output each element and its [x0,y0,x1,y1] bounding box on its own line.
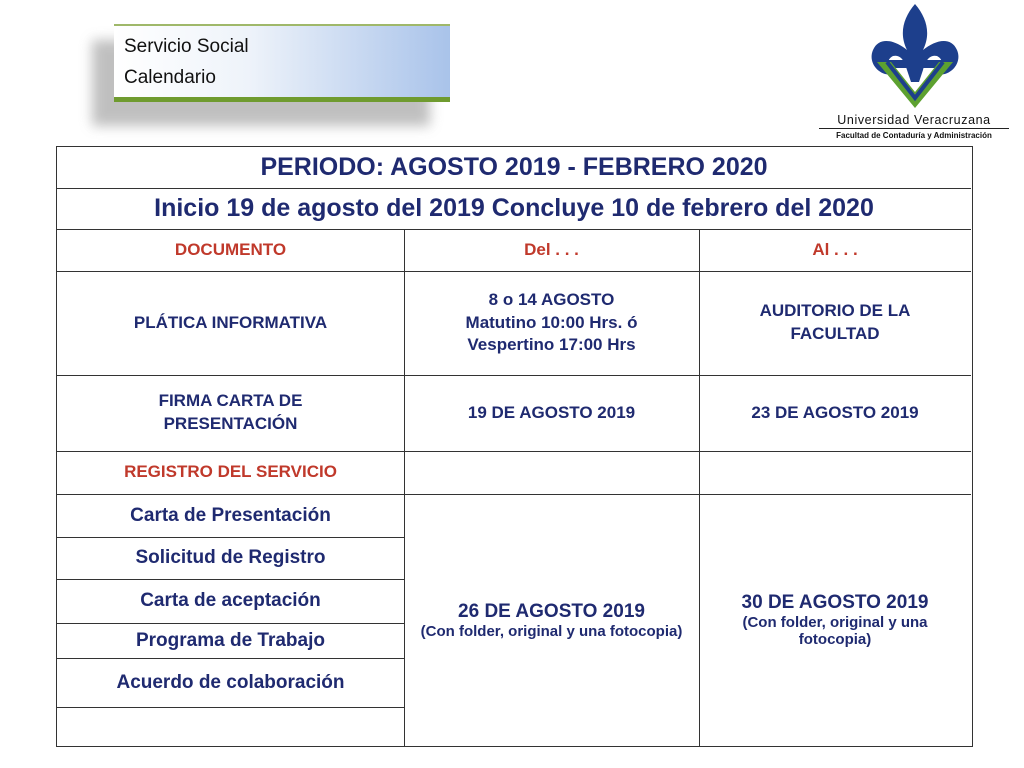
column-header-documento: DOCUMENTO [174,240,287,259]
calendar-table [56,146,973,747]
row-platica-del [404,271,699,375]
platica-del-line-1: 8 o 14 AGOSTO [488,289,615,309]
registro-doc-carta-aceptacion: Carta de aceptación [140,590,321,611]
registro-del-cell [414,494,689,746]
row-firma-documento: FIRMA CARTA DE PRESENTACIÓN [158,391,303,433]
platica-del-line-3: Vespertino 17:00 Hrs [467,335,636,355]
header-line-1: Servicio Social [124,36,249,57]
column-header-al: Al . . . [812,240,858,259]
column-header-del: Del . . . [524,240,579,259]
logo-university-name: Universidad Veracruzana [837,113,991,127]
platica-del-line-2: Matutino 10:00 Hrs. ó [465,312,638,332]
row-platica-al: AUDITORIO DE LA FACULTAD [759,301,911,343]
row-firma-del: 19 DE AGOSTO 2019 [467,402,636,422]
period-dates: Inicio 19 de agosto del 2019 Concluye 10 de febrero del 2020 [154,194,874,222]
header-badge [114,24,450,102]
period-title: PERIODO: AGOSTO 2019 - FEBRERO 2020 [260,153,768,181]
registro-al-cell [709,494,961,746]
row-platica-documento: PLÁTICA INFORMATIVA [133,312,328,332]
registro-al-note: (Con folder, original y una fotocopia) [742,614,928,648]
logo-faculty-name: Facultad de Contaduría y Administración [836,131,992,140]
registro-del-date: 26 DE AGOSTO 2019 [458,600,645,622]
row-registro-documento: REGISTRO DEL SERVICIO [124,462,337,482]
registro-doc-carta-presentacion: Carta de Presentación [130,504,331,526]
registro-al-date: 30 DE AGOSTO 2019 [741,592,929,613]
row-firma-al: 23 DE AGOSTO 2019 [751,402,919,422]
row-divider [57,707,404,708]
row-registro-del [404,451,699,494]
registro-doc-acuerdo: Acuerdo de colaboración [116,671,345,693]
registro-doc-solicitud: Solicitud de Registro [135,547,326,568]
registro-del-note: (Con folder, original y una fotocopia) [420,622,683,640]
header-line-2: Calendario [124,67,216,88]
row-registro-al [699,451,971,494]
registro-doc-programa: Programa de Trabajo [135,629,325,651]
logo-divider [819,128,1009,129]
